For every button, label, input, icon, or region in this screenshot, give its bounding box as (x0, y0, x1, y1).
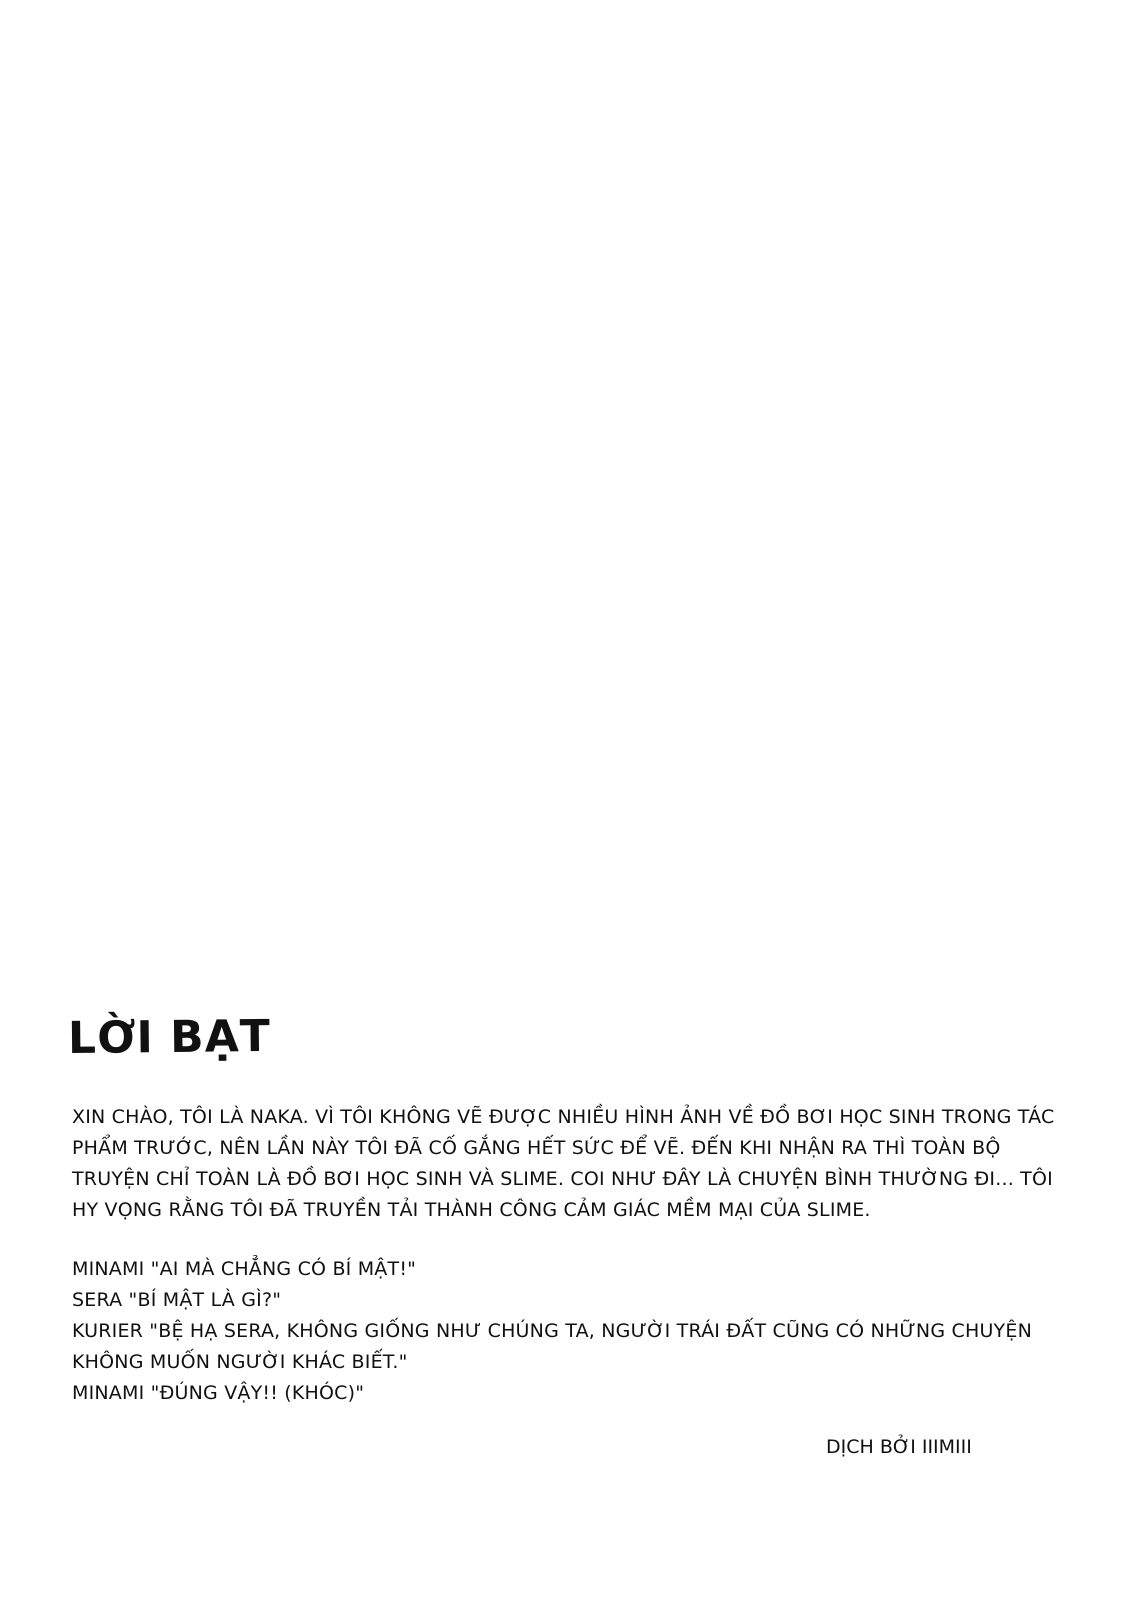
afterword-text (72, 1102, 1055, 1409)
dialogue-line: KURIER "BỆ HẠ SERA, KHÔNG GIỐNG NHƯ CHÚNG TA, NGƯỜI TRÁI ĐẤT CŨNG CÓ NHỮNG CHUYỆN (72, 1320, 1032, 1342)
paragraph-line: HY VỌNG RẰNG TÔI ĐÃ TRUYỀN TẢI THÀNH CÔNG CẢM GIÁC MỀM MẠI CỦA SLIME. (72, 1199, 871, 1221)
dialogue-line: MINAMI "AI MÀ CHẲNG CÓ BÍ MẬT!" (72, 1258, 417, 1280)
translator-credit: DỊCH BỞI IIIMIII (826, 1436, 972, 1458)
dialogue-line: KHÔNG MUỐN NGƯỜI KHÁC BIẾT." (72, 1351, 408, 1373)
dialogue-line: SERA "BÍ MẬT LÀ GÌ?" (72, 1289, 282, 1311)
page-title: LỜI BẠT (67, 1010, 272, 1065)
paragraph-line: XIN CHÀO, TÔI LÀ NAKA. VÌ TÔI KHÔNG VẼ ĐƯỢC NHIỀU HÌNH ẢNH VỀ ĐỒ BƠI HỌC SINH TRONG TÁC (72, 1106, 1055, 1128)
paragraph-line: TRUYỆN CHỈ TOÀN LÀ ĐỒ BƠI HỌC SINH VÀ SLIME. COI NHƯ ĐÂY LÀ CHUYỆN BÌNH THƯỜNG ĐI... TÔI (72, 1168, 1053, 1190)
paragraph-line: PHẨM TRƯỚC, NÊN LẦN NÀY TÔI ĐÃ CỐ GẮNG HẾT SỨC ĐỂ VẼ. ĐẾN KHI NHẬN RA THÌ TOÀN BỘ (72, 1137, 1001, 1159)
paragraph-gap (72, 1226, 1012, 1254)
dialogue-line: MINAMI "ĐÚNG VẬY!! (KHÓC)" (72, 1382, 365, 1404)
